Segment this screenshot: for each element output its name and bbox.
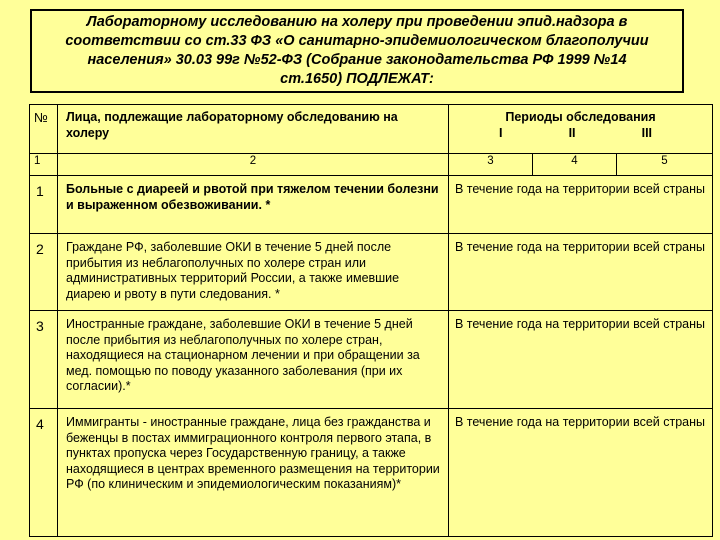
row-number: 3 [30, 311, 58, 409]
header-periods: Периоды обследования [505, 110, 656, 124]
row-people: Иммигранты - иностранные граждане, лица без гражданства и беженцы в постах иммиграционного контроля первого этапа, в пунктах пропуска через Государственную границу, а также находящиеся в центрах временного размещения на территории РФ (по клиническим и эпидемиологическим показаниям)* [58, 409, 449, 537]
table-row [30, 234, 713, 311]
period-label-3: III [641, 125, 653, 140]
table-row [30, 409, 713, 537]
period-label-2: II [568, 125, 576, 140]
table-header-row [30, 105, 713, 154]
index-cell: 3 [449, 154, 533, 176]
row-number: 1 [30, 176, 58, 234]
row-period: В течение года на территории всей страны [449, 409, 713, 537]
row-people: Больные с диареей и рвотой при тяжелом течении болезни и выраженном обезвоживании. * [58, 176, 449, 234]
index-cell: 2 [58, 154, 449, 176]
title-text [65, 13, 648, 89]
title-line: соответствии со ст.33 ФЗ «О санитарно-эпидемиологическом благополучии [65, 33, 649, 49]
header-people: Лица, подлежащие лабораторному обследованию на холеру [58, 105, 449, 154]
header-num: № [30, 105, 58, 154]
title-line: ст.1650) ПОДЛЕЖАТ: [280, 71, 434, 87]
row-number: 2 [30, 234, 58, 311]
title-box [30, 9, 684, 93]
period-label-1: I [499, 125, 503, 140]
index-row [30, 154, 713, 176]
title-line: населения» 30.03 99г №52-ФЗ (Собрание законодательства РФ 1999 №14 [87, 52, 627, 68]
index-cell: 4 [533, 154, 617, 176]
row-period: В течение года на территории всей страны [449, 234, 713, 311]
row-period: В течение года на территории всей страны [449, 176, 713, 234]
period-labels [457, 126, 704, 142]
row-number: 4 [30, 409, 58, 537]
table-row [30, 176, 713, 234]
index-cell: 5 [617, 154, 713, 176]
row-people: Граждане РФ, заболевшие ОКИ в течение 5 дней после прибытия из неблагополучных по холере стран или административных территорий России, а также имевшие диарею и рвоту в пути следования. * [58, 234, 449, 311]
table-row [30, 311, 713, 409]
row-people: Иностранные граждане, заболевшие ОКИ в течение 5 дней после прибытия из неблагополучных по холере стран, находящиеся на стационарном лечении и при обращении за мед. помощью по поводу указанного заболевания (при их согласии).* [58, 311, 449, 409]
index-cell: 1 [30, 154, 58, 176]
row-period: В течение года на территории всей страны [449, 311, 713, 409]
header-periods-cell [449, 105, 713, 154]
title-line: Лабораторному исследованию на холеру при проведении эпид.надзора в [86, 14, 628, 30]
cholera-table [29, 104, 713, 537]
